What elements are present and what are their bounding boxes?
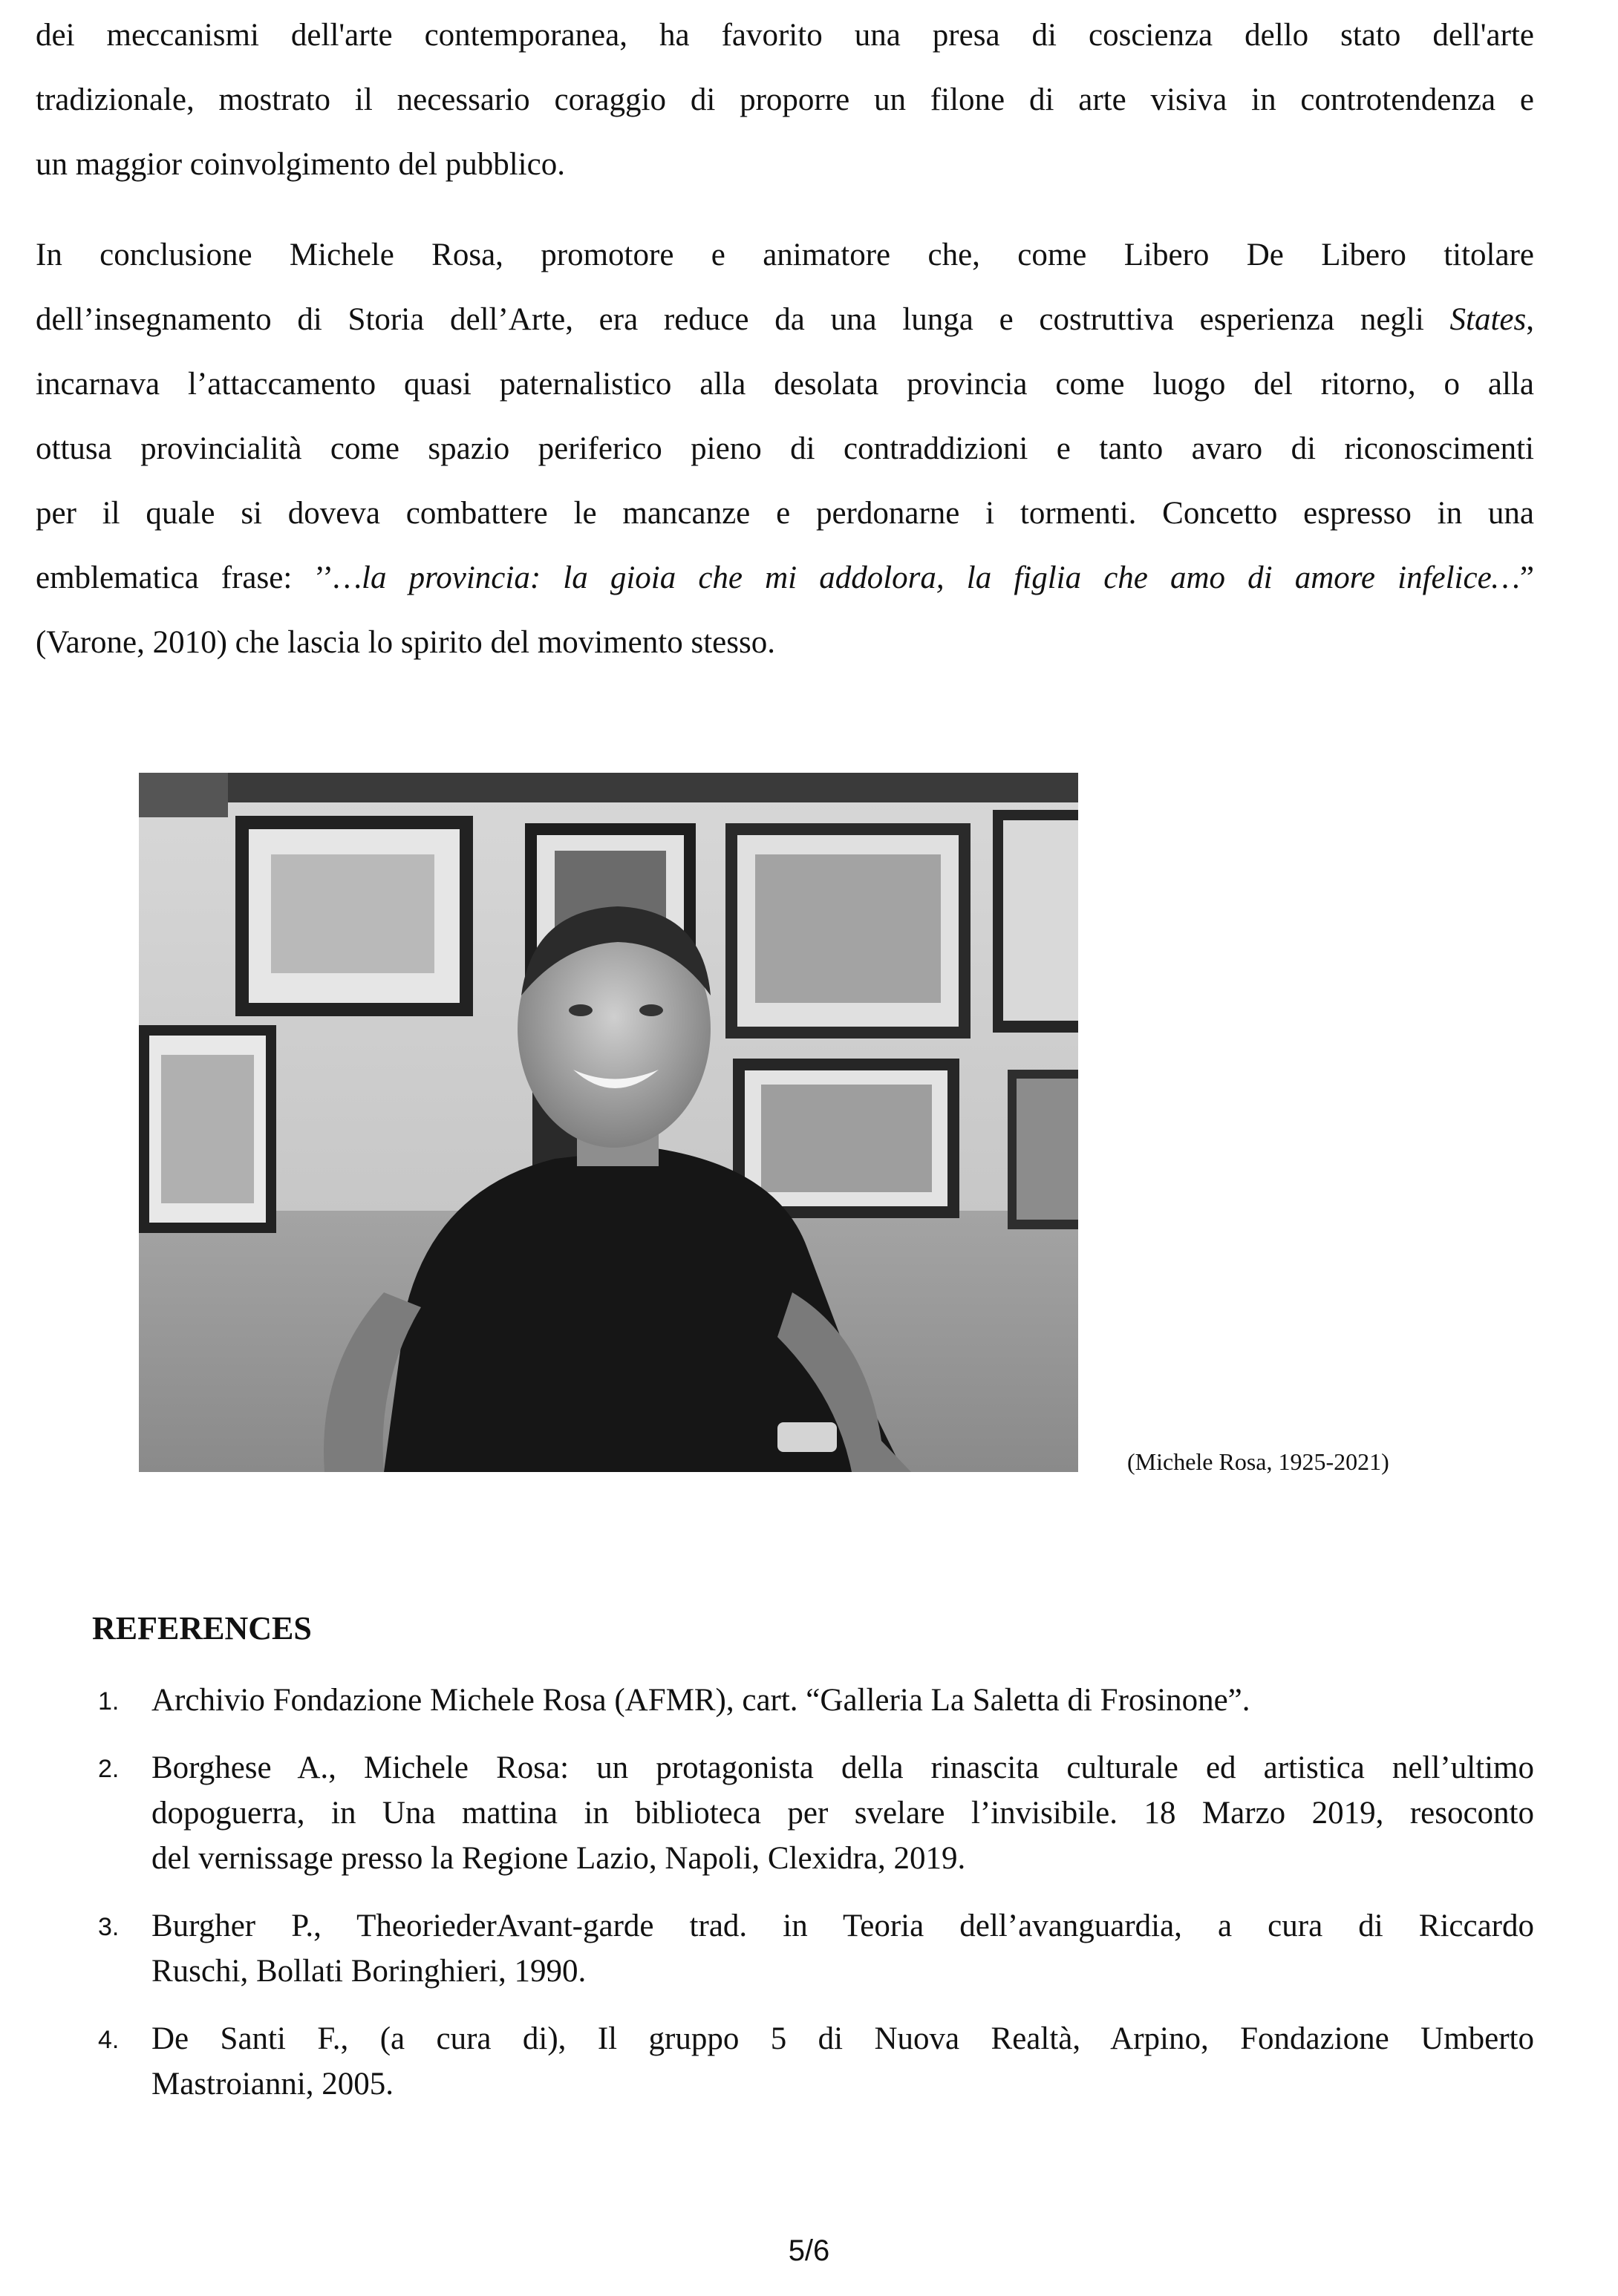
text-line: dei meccanismi dell'arte contemporanea, ha favorito una presa di coscienza dello stato dell'arte xyxy=(36,18,1534,53)
photo-illustration xyxy=(139,773,1078,1472)
text-line: tradizionale, mostrato il necessario coraggio di proporre un filone di arte visiva in controtendenza e xyxy=(36,82,1534,117)
text-line: In conclusione Michele Rosa, promotore e animatore che, come Libero De Libero titolare xyxy=(36,238,1534,272)
text-line: ottusa provincialità come spazio periferico pieno di contraddizioni e tanto avaro di riconoscimenti xyxy=(36,431,1534,466)
reference-line: Burgher P., TheoriederAvant-garde trad. in Teoria dell’avanguardia, a cura di Riccardo xyxy=(151,1909,1534,1943)
reference-line: Ruschi, Bollati Boringhieri, 1990. xyxy=(151,1954,587,1989)
photo-michele-rosa xyxy=(139,773,1078,1472)
reference-line: De Santi F., (a cura di), Il gruppo 5 di Nuova Realtà, Arpino, Fondazione Umberto xyxy=(151,2021,1534,2056)
text-line: un maggior coinvolgimento del pubblico. xyxy=(36,147,565,182)
reference-number: 3. xyxy=(98,1913,120,1941)
reference-line: dopoguerra, in Una mattina in biblioteca per svelare l’invisibile. 18 Marzo 2019, resoconto xyxy=(151,1796,1534,1831)
reference-line: Mastroianni, 2005. xyxy=(151,2067,394,2102)
reference-text xyxy=(151,1745,1534,1881)
reference-item xyxy=(92,1745,1534,1881)
text-segment: ” xyxy=(1519,560,1534,595)
reference-text xyxy=(151,1903,1534,1994)
reference-line: del vernissage presso la Regione Lazio, Napoli, Clexidra, 2019. xyxy=(151,1841,966,1876)
reference-number: 4. xyxy=(98,2026,120,2054)
page-number: 5/6 xyxy=(788,2234,830,2267)
reference-number: 1. xyxy=(98,1687,120,1716)
text-segment: emblematica frase: ’’ xyxy=(36,560,333,595)
text-segment: dell’insegnamento di Storia dell’Arte, era reduce da una lunga e costruttiva esperienza negli xyxy=(36,302,1450,337)
references-list xyxy=(92,1678,1534,2129)
paragraph-continuation xyxy=(36,3,1534,197)
italic-quote: …la provincia: la gioia che mi addolora, la figlia che amo di amore infelice… xyxy=(333,560,1520,595)
text-line: (Varone, 2010) che lascia lo spirito del movimento stesso. xyxy=(36,625,775,660)
reference-item xyxy=(92,1903,1534,1994)
text-line: incarnava l’attaccamento quasi paternalistico alla desolata provincia come luogo del ritorno, o alla xyxy=(36,367,1534,402)
text-segment: , xyxy=(1526,302,1534,337)
photo-caption: (Michele Rosa, 1925-2021) xyxy=(1127,1448,1389,1475)
text-line xyxy=(36,546,1534,610)
reference-item xyxy=(92,1678,1534,1723)
text-line: per il quale si doveva combattere le mancanze e perdonarne i tormenti. Concetto espresso in una xyxy=(36,496,1534,531)
paragraph-conclusion xyxy=(36,223,1534,675)
reference-line: Archivio Fondazione Michele Rosa (AFMR), cart. “Galleria La Saletta di Frosinone”. xyxy=(151,1683,1250,1718)
references-heading: REFERENCES xyxy=(92,1610,312,1646)
reference-text xyxy=(151,1678,1534,1723)
reference-line: Borghese A., Michele Rosa: un protagonista della rinascita culturale ed artistica nell’ultimo xyxy=(151,1750,1534,1785)
italic-term: States xyxy=(1449,302,1527,337)
reference-text xyxy=(151,2016,1534,2107)
text-line xyxy=(36,287,1534,352)
reference-item xyxy=(92,2016,1534,2107)
reference-number: 2. xyxy=(98,1755,120,1783)
